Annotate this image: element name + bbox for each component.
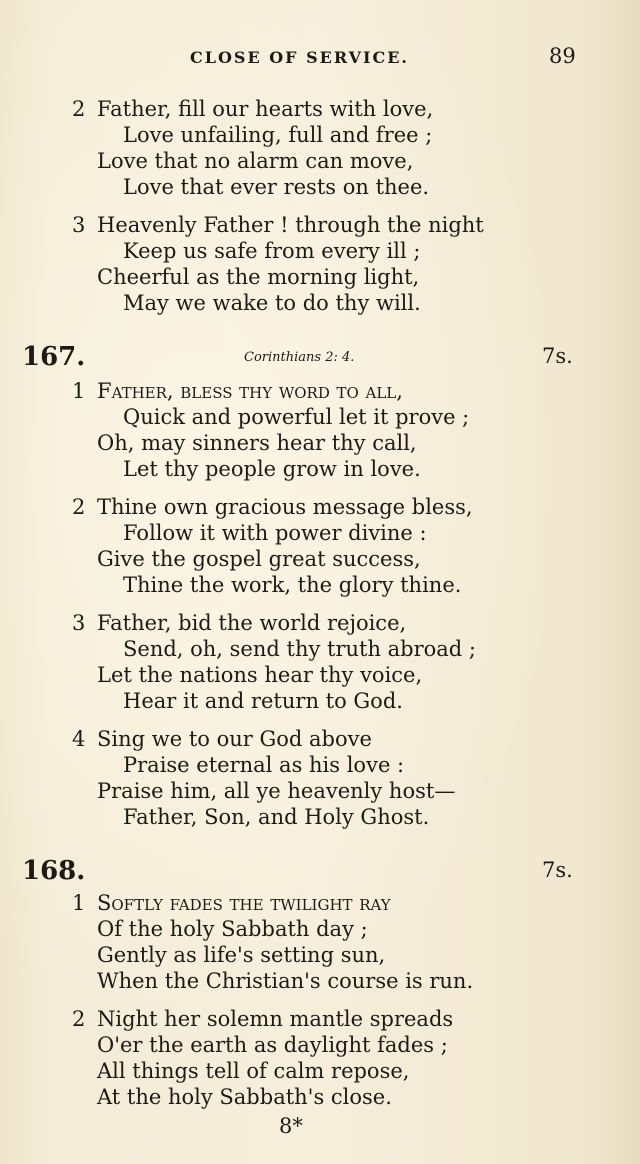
verse-line: Love that ever rests on thee. xyxy=(123,175,430,199)
verse-line: Father, bid the world rejoice, xyxy=(97,611,407,635)
verse-line: O'er the earth as daylight fades ; xyxy=(97,1033,448,1057)
stanza-number: 2 xyxy=(72,1007,86,1031)
verse-line: Thine the work, the glory thine. xyxy=(123,573,462,597)
stanza-number: 4 xyxy=(72,727,86,751)
verse-line: Love unfailing, full and free ; xyxy=(123,123,433,147)
stanza-number: 3 xyxy=(72,213,86,237)
verse-line: Send, oh, send thy truth abroad ; xyxy=(123,637,477,661)
verse-line: Father, fill our hearts with love, xyxy=(97,97,434,121)
verse-line: May we wake to do thy will. xyxy=(123,291,421,315)
signature-mark: 8* xyxy=(279,1114,303,1138)
hymn-heading xyxy=(0,342,640,376)
verse-line: Keep us safe from every ill ; xyxy=(123,239,421,263)
verse-line: Love that no alarm can move, xyxy=(97,149,414,173)
verse-line: Heavenly Father ! through the night xyxy=(97,213,484,237)
verse-line: Let thy people grow in love. xyxy=(123,457,421,481)
hymn-meter: 7s. xyxy=(542,858,573,882)
verse-line: Follow it with power divine : xyxy=(123,521,427,545)
verse-line: Quick and powerful let it prove ; xyxy=(123,405,470,429)
running-header xyxy=(0,44,640,74)
stanza-number: 1 xyxy=(72,379,86,403)
verse-line: Hear it and return to God. xyxy=(123,689,403,713)
verse-line: Praise eternal as his love : xyxy=(123,753,405,777)
verse-line: Give the gospel great success, xyxy=(97,547,421,571)
hymn-heading xyxy=(0,856,640,890)
verse-line: Let the nations hear thy voice, xyxy=(97,663,423,687)
stanza-number: 3 xyxy=(72,611,86,635)
hymn-meter: 7s. xyxy=(542,344,573,368)
verse-line: Praise him, all ye heavenly host— xyxy=(97,779,456,803)
verse-line: Oh, may sinners hear thy call, xyxy=(97,431,417,455)
verse-line: Cheerful as the morning light, xyxy=(97,265,420,289)
verse-line: At the holy Sabbath's close. xyxy=(97,1085,392,1109)
verse-line: Softly fades the twilight ray xyxy=(97,891,391,915)
stanza-number: 2 xyxy=(72,495,86,519)
verse-line: Sing we to our God above xyxy=(97,727,372,751)
scripture-reference: Corinthians 2: 4. xyxy=(244,350,355,365)
verse-line: Father, Son, and Holy Ghost. xyxy=(123,805,430,829)
hymn-number: 167. xyxy=(22,342,86,372)
verse-line: Thine own gracious message bless, xyxy=(97,495,473,519)
stanza-number: 1 xyxy=(72,891,86,915)
verse-line: Father, bless thy word to all, xyxy=(97,379,403,403)
page-number: 89 xyxy=(549,44,576,68)
running-title: CLOSE OF SERVICE. xyxy=(190,48,409,67)
verse-line: All things tell of calm repose, xyxy=(97,1059,410,1083)
verse-line: Gently as life's setting sun, xyxy=(97,943,386,967)
hymn-number: 168. xyxy=(22,856,86,886)
verse-line: When the Christian's course is run. xyxy=(97,969,474,993)
verse-line: Of the holy Sabbath day ; xyxy=(97,917,368,941)
stanza-number: 2 xyxy=(72,97,86,121)
verse-line: Night her solemn mantle spreads xyxy=(97,1007,454,1031)
